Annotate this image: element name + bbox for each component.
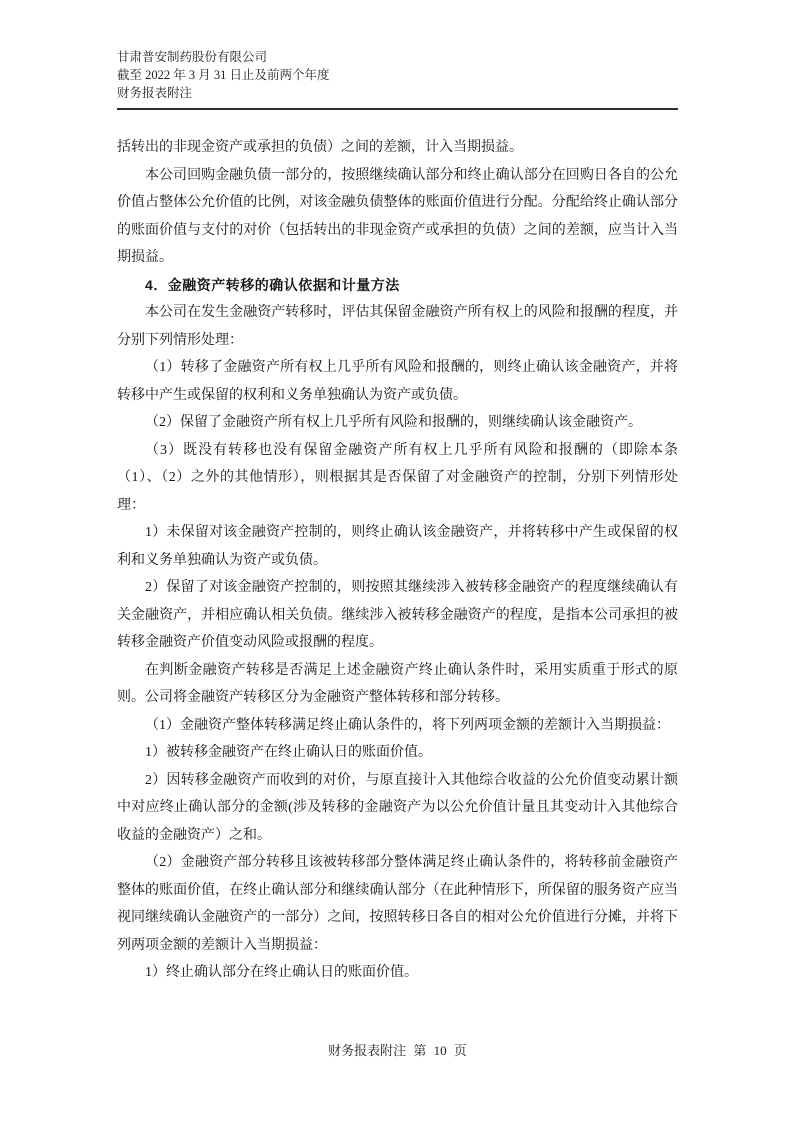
- footer-page-label: 财务报表附注 第 10 页: [328, 1043, 467, 1058]
- paragraph: （1）转移了金融资产所有权上几乎所有风险和报酬的，则终止确认该金融资产，并将转移中产生或保留的权利和义务单独确认为资产或负债。: [117, 360, 678, 403]
- paragraph: 1）被转移金融资产在终止确认日的账面价值。: [145, 745, 432, 760]
- header-reporting-period: 截至 2022 年 3 月 31 日止及前两个年度: [117, 68, 330, 82]
- document-body: [117, 134, 678, 987]
- paragraph: （1）金融资产整体转移满足终止确认条件的，将下列两项金额的差额计入当期损益：: [145, 717, 670, 733]
- paragraph: （3）既没有转移也没有保留金融资产所有权上几乎所有风险和报酬的（即除本条（1）、（2）之外的其他情形），则根据其是否保留了对金融资产的控制，分别下列情形处理：: [117, 442, 678, 513]
- section-heading: 4．金融资产转移的确认依据和计量方法: [145, 276, 400, 293]
- paragraph: 本公司回购金融负债一部分的，按照继续确认部分和终止确认部分在回购日各自的公允价值占整体公允价值的比例，对该金融负债整体的账面价值进行分配。分配给终止确认部分的账面价值与支付的对价（包括转出的非现金资产或承担的负债）之间的差额，应当计入当期损益。: [117, 167, 678, 265]
- paragraph: 本公司在发生金融资产转移时，评估其保留金融资产所有权上的风险和报酬的程度，并分别下列情形处理：: [117, 305, 678, 348]
- paragraph: 在判断金融资产转移是否满足上述金融资产终止确认条件时，采用实质重于形式的原则。公司将金融资产转移区分为金融资产整体转移和部分转移。: [117, 662, 678, 705]
- paragraph: 1）终止确认部分在终止确认日的账面价值。: [145, 965, 418, 980]
- paragraph: 2）保留了对该金融资产控制的，则按照其继续涉入被转移金融资产的程度继续确认有关金融资产，并相应确认相关负债。继续涉入被转移金融资产的程度，是指本公司承担的被转移金融资产价值变动风险或报酬的程度。: [117, 580, 678, 650]
- paragraph: （2）保留了金融资产所有权上几乎所有风险和报酬的，则继续确认该金融资产。: [145, 415, 642, 430]
- paragraph: 2）因转移金融资产而收到的对价，与原直接计入其他综合收益的公允价值变动累计额中对应终止确认部分的金额(涉及转移的金融资产为以公允价值计量且其变动计入其他综合收益的金融资产）之和。: [117, 772, 678, 843]
- page-footer: [117, 1041, 678, 1061]
- page-header: [117, 48, 678, 102]
- paragraph: 1）未保留对该金融资产控制的，则终止确认该金融资产，并将转移中产生或保留的权利和义务单独确认为资产或负债。: [117, 525, 678, 568]
- header-doc-type: 财务报表附注: [117, 86, 193, 100]
- paragraph: （2）金融资产部分转移且该被转移部分整体满足终止确认条件的，将转移前金融资产整体的账面价值，在终止确认部分和继续确认部分（在此种情形下，所保留的服务资产应当视同继续确认金融资产的一部分）之间，按照转移日各自的相对公允价值进行分摊，并将下列两项金额的差额计入当期损益：: [117, 855, 678, 953]
- header-company-name: 甘肃普安制药股份有限公司: [117, 50, 268, 64]
- header-divider-rule: [117, 108, 678, 110]
- paragraph-continuation: 括转出的非现金资产或承担的负债）之间的差额，计入当期损益。: [117, 140, 523, 155]
